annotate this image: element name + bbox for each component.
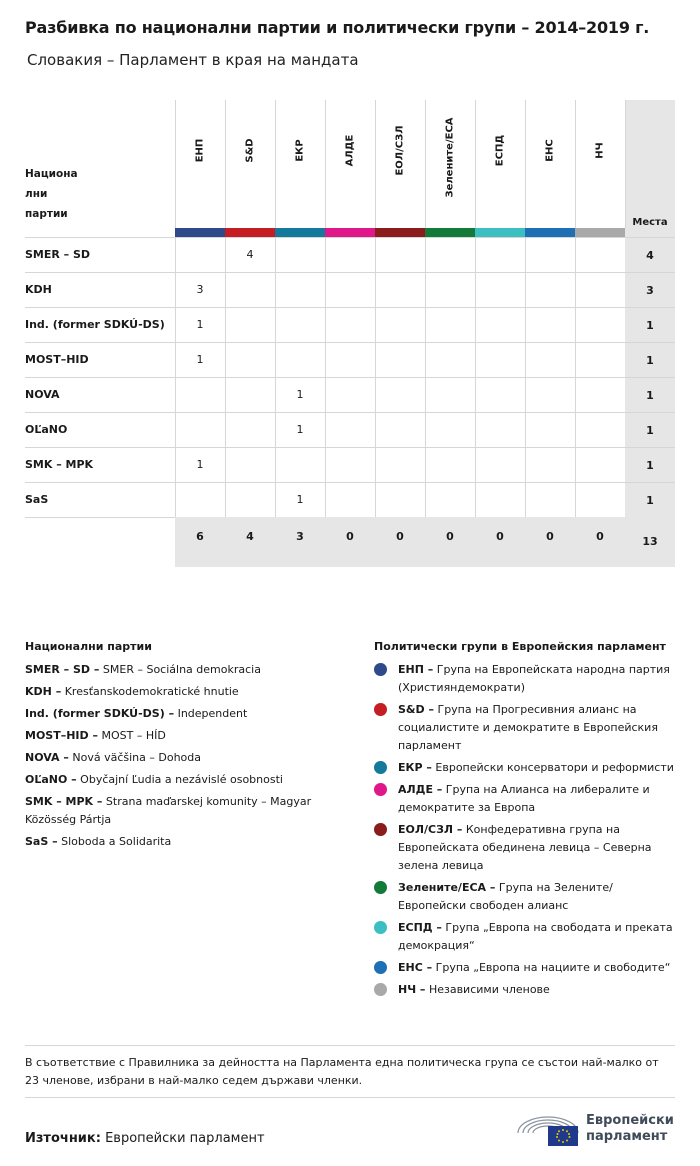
row-header [25, 164, 78, 224]
legend-group-abbr: ЕНС – [398, 961, 433, 974]
source-label: Източник: [25, 1131, 101, 1146]
party-name: MOST–HID [25, 353, 89, 366]
group-column-label: АЛДЕ [344, 134, 356, 167]
legend-party-abbr: SMER – SD – [25, 663, 100, 676]
legend-party-item [25, 661, 355, 679]
grid-line [225, 483, 226, 518]
party-name: KDH [25, 283, 52, 296]
grid-line [475, 238, 476, 273]
group-total: 0 [496, 530, 504, 543]
group-column-label: ЕНС [544, 139, 556, 162]
grid-line [325, 273, 326, 308]
group-total: 0 [446, 530, 454, 543]
party-name: SMER – SD [25, 248, 91, 261]
grid-line [325, 308, 326, 343]
legend-party-item [25, 771, 355, 789]
ep-logo-text [586, 1113, 674, 1145]
grid-line [375, 413, 376, 448]
legend-group-abbr: АЛДЕ – [398, 783, 443, 796]
group-column-label: Зелените/ЕСА [444, 117, 456, 198]
table-row [25, 447, 675, 483]
legend-party-abbr: NOVA – [25, 751, 69, 764]
grid-line [575, 448, 576, 483]
table-row [25, 307, 675, 343]
grid-line [425, 273, 426, 308]
group-color-bar [175, 228, 225, 237]
legend-group-item [374, 661, 679, 697]
grid-line [575, 238, 576, 273]
legend-group-name: Група на Зелените/ Европейски свободен алианс [398, 881, 613, 912]
grid-line [375, 378, 376, 413]
legend-party-name: Strana maďarskej komunity – Magyar Közösség Pártja [25, 795, 312, 826]
seat-cell: 1 [196, 318, 204, 331]
row-total: 3 [625, 273, 675, 308]
grid-line [275, 308, 276, 343]
table-row [25, 377, 675, 413]
group-color-bar [475, 228, 525, 237]
group-total: 6 [196, 530, 204, 543]
grid-line [575, 483, 576, 518]
legend-party-name: Obyčajní Ľudia a nezávislé osobnosti [80, 773, 283, 786]
legend-party-abbr: Ind. (former SDKÚ-DS) – [25, 707, 175, 720]
legend-group-item [374, 821, 679, 875]
group-color-dot-icon [374, 663, 387, 676]
legend-group-name: Конфедеративна група на Европейската обединена левица – Северна зелена левица [398, 823, 652, 872]
grid-line [525, 238, 526, 273]
grid-line [175, 483, 176, 518]
group-color-bar [575, 228, 625, 237]
row-total: 4 [625, 238, 675, 273]
grid-line [225, 308, 226, 343]
group-color-dot-icon [374, 881, 387, 894]
grid-line [625, 100, 626, 228]
group-column-label: ЕОЛ/СЗЛ [394, 125, 406, 176]
grid-line [475, 308, 476, 343]
legend-group-item [374, 981, 679, 999]
group-color-dot-icon [374, 703, 387, 716]
grid-line [575, 343, 576, 378]
legend-group-abbr: НЧ – [398, 983, 426, 996]
grid-line [225, 413, 226, 448]
party-name: SMK – MPK [25, 458, 94, 471]
grid-line [525, 378, 526, 413]
seats-header-label: Места [632, 217, 668, 228]
legend-group-item [374, 759, 679, 777]
footnote: В съответствие с Правилника за дейността на Парламента една политическа група се състои най-малко от 23 членове, избрани в най-малко седем държави членки. [25, 1056, 659, 1087]
legend-party-item [25, 833, 355, 851]
grid-line [425, 343, 426, 378]
legend-party-name: SMER – Sociálna demokracia [102, 663, 261, 676]
legend-group-name: Независими членове [428, 983, 550, 996]
legend-party-abbr: MOST–HID – [25, 729, 98, 742]
grid-line [475, 378, 476, 413]
political-groups-legend-title: Политически групи в Европейския парламент [374, 640, 666, 653]
group-color-dot-icon [374, 783, 387, 796]
group-color-bar [275, 228, 325, 237]
grid-line [325, 448, 326, 483]
grid-line [325, 343, 326, 378]
logo-line: Европейски [586, 1113, 674, 1128]
legend-party-item [25, 705, 355, 723]
source-line [25, 1131, 265, 1146]
grid-line [575, 378, 576, 413]
party-name: NOVA [25, 388, 60, 401]
political-groups-legend [374, 640, 679, 1003]
table-row [25, 272, 675, 308]
grand-total: 13 [625, 517, 675, 567]
grid-line [325, 483, 326, 518]
legend-party-item [25, 749, 355, 767]
group-total: 0 [546, 530, 554, 543]
legend-group-item [374, 919, 679, 955]
row-total: 1 [625, 483, 675, 518]
row-header-line: лни [25, 188, 48, 200]
group-column-label: S&D [244, 138, 256, 163]
group-column-label: ЕСПД [494, 134, 506, 167]
grid-line [425, 483, 426, 518]
table-row [25, 482, 675, 518]
grid-line [425, 448, 426, 483]
party-name: OĽaNO [25, 423, 68, 436]
grid-line [325, 238, 326, 273]
divider [25, 237, 675, 238]
group-total: 0 [596, 530, 604, 543]
grid-line [525, 413, 526, 448]
legend-group-abbr: S&D – [398, 703, 434, 716]
party-name: SaS [25, 493, 49, 506]
legend-group-name: Група „Европа на свободата и преката демокрация“ [398, 921, 673, 952]
legend-group-name: Група на Прогресивния алианс на социалистите и демократите в Европейския парламент [398, 703, 658, 752]
national-parties-legend-title: Национални партии [25, 640, 152, 653]
group-column-label: ЕКР [294, 139, 306, 162]
grid-line [475, 483, 476, 518]
table-row [25, 342, 675, 378]
legend-group-name: Група „Европа на нациите и свободите“ [435, 961, 671, 974]
row-total: 1 [625, 448, 675, 483]
table-row [25, 412, 675, 448]
group-total: 0 [346, 530, 354, 543]
legend-group-name: Група на Европейската народна партия (Християндемократи) [398, 663, 670, 694]
divider [25, 1097, 675, 1098]
grid-line [375, 483, 376, 518]
group-color-dot-icon [374, 761, 387, 774]
group-column-label: ЕНП [194, 138, 206, 163]
group-column-header [475, 100, 525, 228]
seat-cell: 1 [296, 423, 304, 436]
legend-group-abbr: ЕОЛ/СЗЛ – [398, 823, 463, 836]
group-column-header [225, 100, 275, 228]
grid-line [225, 448, 226, 483]
legend-group-abbr: ЕКР – [398, 761, 432, 774]
legend-party-name: Independent [177, 707, 248, 720]
grid-line [575, 308, 576, 343]
legend-party-abbr: OĽaNO – [25, 773, 77, 786]
table-row [25, 237, 675, 273]
group-total: 3 [296, 530, 304, 543]
group-column-header [425, 100, 475, 228]
legend-party-item [25, 683, 355, 701]
grid-line [375, 448, 376, 483]
row-total: 1 [625, 413, 675, 448]
totals-row [175, 517, 625, 567]
legend-party-name: Kresťanskodemokratické hnutie [64, 685, 239, 698]
grid-line [175, 378, 176, 413]
row-header-line: Национа [25, 168, 78, 180]
group-color-dot-icon [374, 983, 387, 996]
grid-line [325, 378, 326, 413]
group-color-dot-icon [374, 961, 387, 974]
seats-header [625, 100, 675, 237]
grid-line [525, 343, 526, 378]
grid-line [375, 238, 376, 273]
party-name: Ind. (former SDKÚ-DS) [25, 318, 165, 331]
group-color-bar [225, 228, 275, 237]
legend-group-abbr: ЕСПД – [398, 921, 442, 934]
legend-group-name: Европейски консерватори и реформисти [435, 761, 674, 774]
grid-line [525, 483, 526, 518]
grid-line [275, 238, 276, 273]
grid-line [225, 378, 226, 413]
divider [25, 517, 175, 518]
grid-line [525, 448, 526, 483]
legend-party-abbr: SMK – MPK – [25, 795, 103, 808]
grid-line [275, 448, 276, 483]
group-total: 4 [246, 530, 254, 543]
group-column-header [375, 100, 425, 228]
seat-cell: 1 [196, 353, 204, 366]
grid-line [175, 238, 176, 273]
group-color-bar [425, 228, 475, 237]
divider [25, 1045, 675, 1046]
grid-line [275, 343, 276, 378]
row-total: 1 [625, 378, 675, 413]
group-color-bar [525, 228, 575, 237]
row-total: 1 [625, 308, 675, 343]
grid-line [475, 273, 476, 308]
grid-line [525, 273, 526, 308]
group-column-header [175, 100, 225, 228]
grid-line [325, 413, 326, 448]
grid-line [575, 413, 576, 448]
legend-group-item [374, 879, 679, 915]
group-column-label: НЧ [594, 142, 606, 159]
page-subtitle: Словакия – Парламент в края на мандата [27, 51, 359, 69]
group-column-header [525, 100, 575, 228]
seat-cell: 1 [296, 493, 304, 506]
legend-group-name: Група на Алианса на либералите и демократите за Европа [398, 783, 650, 814]
legend-party-item [25, 727, 355, 745]
group-total: 0 [396, 530, 404, 543]
grid-line [475, 413, 476, 448]
seat-cell: 1 [296, 388, 304, 401]
grid-line [425, 378, 426, 413]
legend-party-abbr: KDH – [25, 685, 62, 698]
grid-line [375, 308, 376, 343]
group-color-dot-icon [374, 823, 387, 836]
page-title: Разбивка по национални партии и политически групи – 2014–2019 г. [25, 18, 650, 37]
group-color-dot-icon [374, 921, 387, 934]
grid-line [425, 413, 426, 448]
grid-line [475, 448, 476, 483]
group-color-bar [375, 228, 425, 237]
grid-line [275, 273, 276, 308]
grid-line [225, 273, 226, 308]
legend-party-item [25, 793, 355, 829]
legend-group-item [374, 959, 679, 977]
seat-cell: 1 [196, 458, 204, 471]
group-column-header [325, 100, 375, 228]
seat-cell: 4 [246, 248, 254, 261]
group-column-header [575, 100, 625, 228]
legend-party-abbr: SaS – [25, 835, 58, 848]
legend-party-name: MOST – HÍD [101, 729, 166, 742]
row-header-line: партии [25, 208, 68, 220]
grid-line [375, 273, 376, 308]
grid-line [525, 308, 526, 343]
national-parties-legend [25, 640, 355, 855]
seat-cell: 3 [196, 283, 204, 296]
grid-line [175, 413, 176, 448]
group-color-bar [325, 228, 375, 237]
grid-line [225, 343, 226, 378]
grid-line [575, 273, 576, 308]
legend-party-name: Nová väčšina – Dohoda [72, 751, 201, 764]
grid-line [375, 343, 376, 378]
grid-line [425, 238, 426, 273]
row-total: 1 [625, 343, 675, 378]
grid-line [475, 343, 476, 378]
grid-line [425, 308, 426, 343]
legend-group-item [374, 701, 679, 755]
group-column-header [275, 100, 325, 228]
legend-group-abbr: ЕНП – [398, 663, 434, 676]
source-value: Европейски парламент [105, 1131, 265, 1146]
legend-group-item [374, 781, 679, 817]
logo-line: парламент [586, 1129, 668, 1144]
legend-group-abbr: Зелените/ЕСА – [398, 881, 496, 894]
legend-party-name: Sloboda a Solidarita [61, 835, 172, 848]
